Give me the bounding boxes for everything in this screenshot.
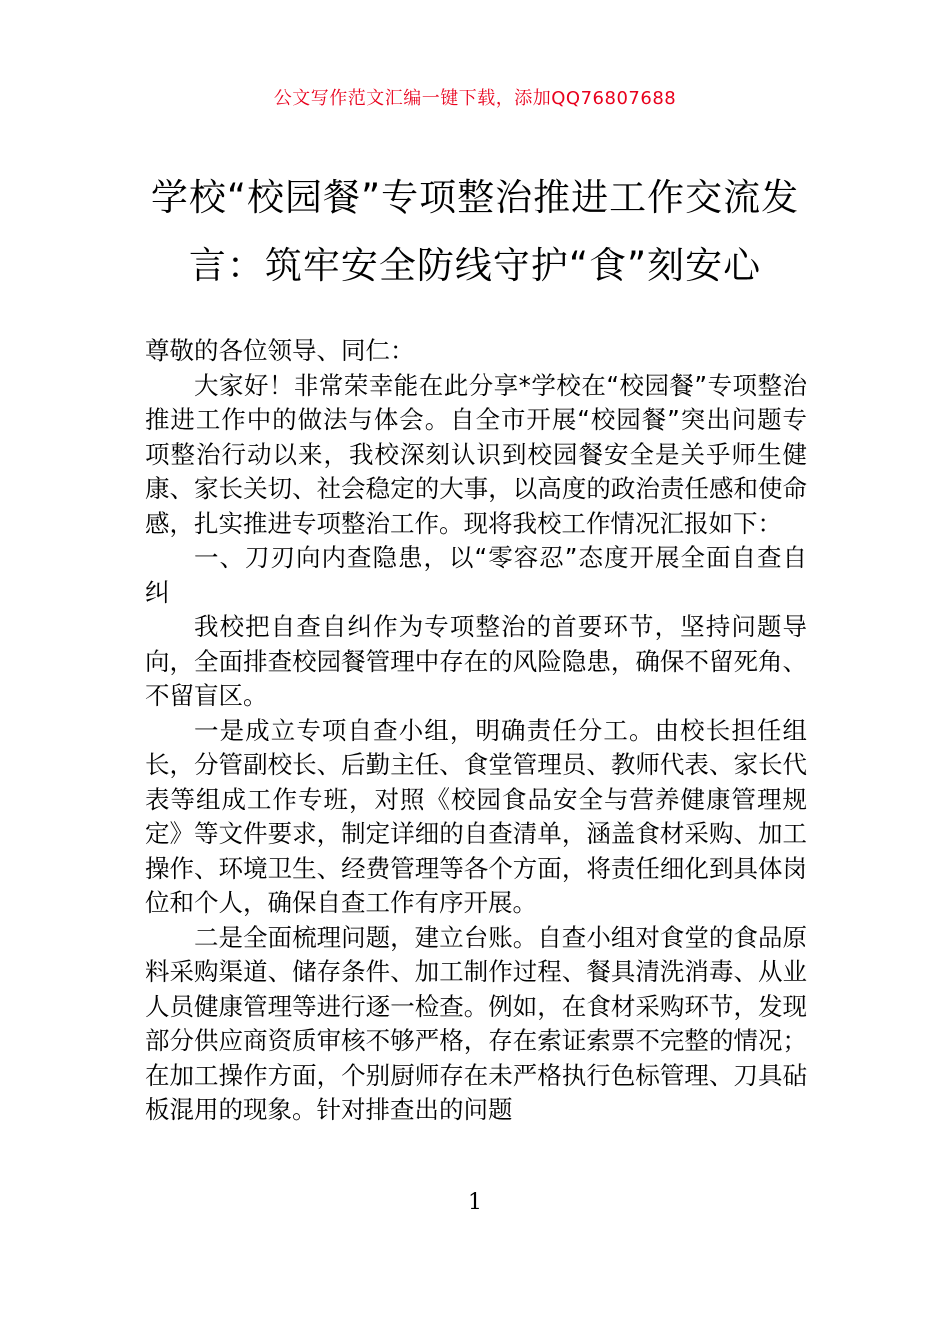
document-title — [140, 164, 810, 300]
paragraph-opening: 大家好！非常荣幸能在此分享*学校在“校园餐”专项整治推进工作中的做法与体会。自全市开展“校园餐”突出问题专项整治行动以来，我校深刻认识到校园餐安全是关乎师生健康、家长关切、社会稳定的大事，以高度的政治责任感和使命感，扎实推进专项整治工作。现将我校工作情况汇报如下： — [145, 370, 807, 538]
paragraph-point-2: 二是全面梳理问题，建立台账。自查小组对食堂的食品原料采购渠道、储存条件、加工制作过程、餐具清洗消毒、从业人员健康管理等进行逐一检查。例如，在食材采购环节，发现部分供应商资质审核不够严格，存在索证索票不完整的情况；在加工操作方面，个别厨师存在未严格执行色标管理、刀具砧板混用的现象。针对排查出的问题 — [145, 922, 807, 1124]
download-notice: 公文写作范文汇编一键下载，添加QQ76807688 — [273, 88, 677, 109]
paragraph-self-inspection: 我校把自查自纠作为专项整治的首要环节，坚持问题导向，全面排查校园餐管理中存在的风险隐患，确保不留死角、不留盲区。 — [145, 612, 807, 710]
paragraph-point-1: 一是成立专项自查小组，明确责任分工。由校长担任组长，分管副校长、后勤主任、食堂管理员、教师代表、家长代表等组成工作专班，对照《校园食品安全与营养健康管理规定》等文件要求，制定详细的自查清单，涵盖食材采购、加工操作、环境卫生、经费管理等各个方面，将责任细化到具体岗位和个人，确保自查工作有序开展。 — [145, 715, 807, 917]
salutation: 尊敬的各位领导、同仁： — [145, 336, 415, 365]
document-body — [145, 334, 807, 1128]
title-line-1: 学校“校园餐”专项整治推进工作交流发 — [150, 176, 800, 219]
page-number: 1 — [468, 1190, 482, 1215]
title-line-2: 言：筑牢安全防线守护“食”刻安心 — [188, 244, 762, 287]
section-heading-1: 一、刀刃向内查隐患，以“零容忍”态度开展全面自查自纠 — [145, 543, 807, 607]
